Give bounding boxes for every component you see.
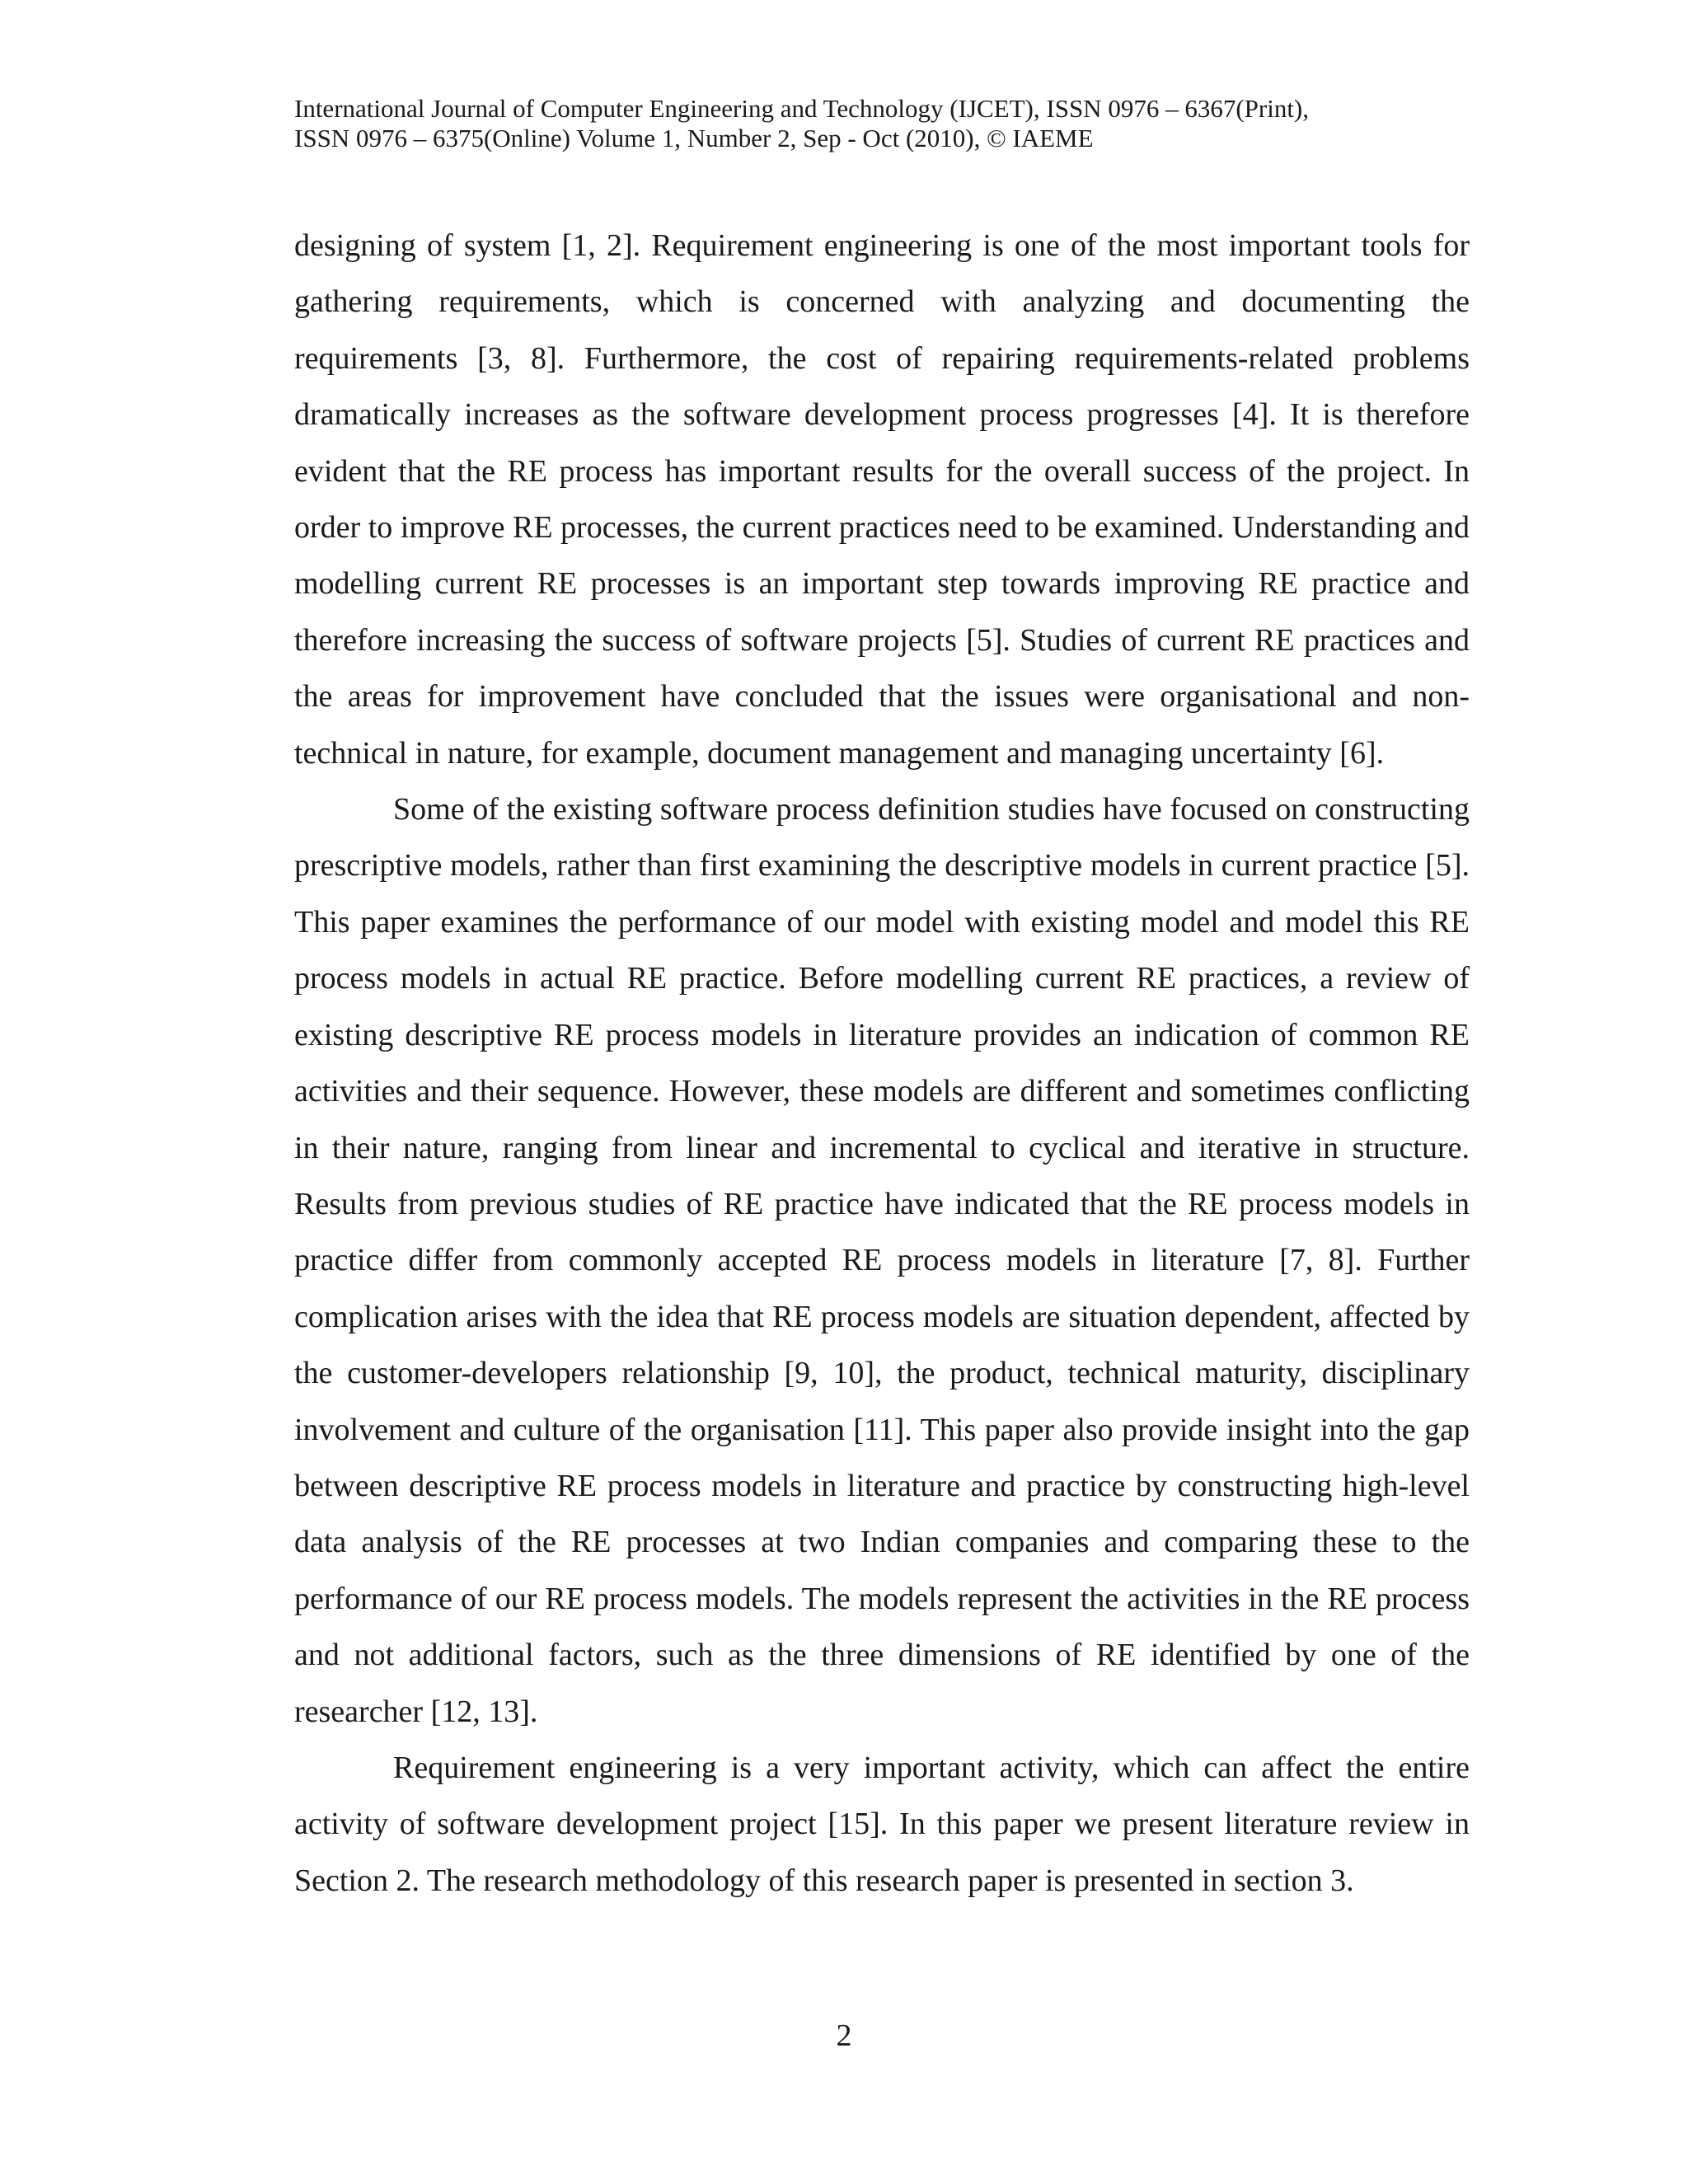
page-number: 2 [836,2018,852,2053]
body-text [294,218,1470,1909]
paragraph: Requirement engineering is a very important activity, which can affect the entire activity of software development project [15]. In this paper we present literature review in Section 2. The research methodology of this research paper is presented in section 3. [294,1750,1470,1898]
running-header [294,94,1448,153]
header-line-1: International Journal of Computer Engineering and Technology (IJCET), ISSN 0976 – 6367(Print), [294,94,1310,123]
paragraph-continued: designing of system [1, 2]. Requirement engineering is one of the most important tools for gathering requirements, which is concerned with analyzing and documenting the requirements [3, 8]. Furthermore, the cost of repairing requirements-related problems dramatically increases as the software development process progresses [4]. It is therefore evident that the RE process has important results for the overall success of the project. In order to improve RE processes, the current practices need to be examined. Understanding and modelling current RE processes is an important step towards improving RE practice and therefore increasing the success of software projects [5]. Studies of current RE practices and the areas for improvement have concluded that the issues were organisational and non-technical in nature, for example, document management and managing uncertainty [6]. [294,228,1470,771]
header-line-2: ISSN 0976 – 6375(Online) Volume 1, Number 2, Sep - Oct (2010), © IAEME [294,124,1094,152]
paragraph: Some of the existing software process definition studies have focused on constructing prescriptive models, rather than first examining the descriptive models in current practice [5]. This paper examines the performance of our model with existing model and model this RE process models in actual RE practice. Before modelling current RE practices, a review of existing descriptive RE process models in literature provides an indication of common RE activities and their sequence. However, these models are different and sometimes conflicting in their nature, ranging from linear and incremental to cyclical and iterative in structure. Results from previous studies of RE practice have indicated that the RE process models in practice differ from commonly accepted RE process models in literature [7, 8]. Further complication arises with the idea that RE process models are situation dependent, affected by the customer-developers relationship [9, 10], the product, technical maturity, disciplinary involvement and culture of the organisation [11]. This paper also provide insight into the gap between descriptive RE process models in literature and practice by constructing high-level data analysis of the RE processes at two Indian companies and comparing these to the performance of our RE process models. The models represent the activities in the RE process and not additional factors, such as the three dimensions of RE identified by one of the researcher [12, 13]. [294,792,1470,1729]
